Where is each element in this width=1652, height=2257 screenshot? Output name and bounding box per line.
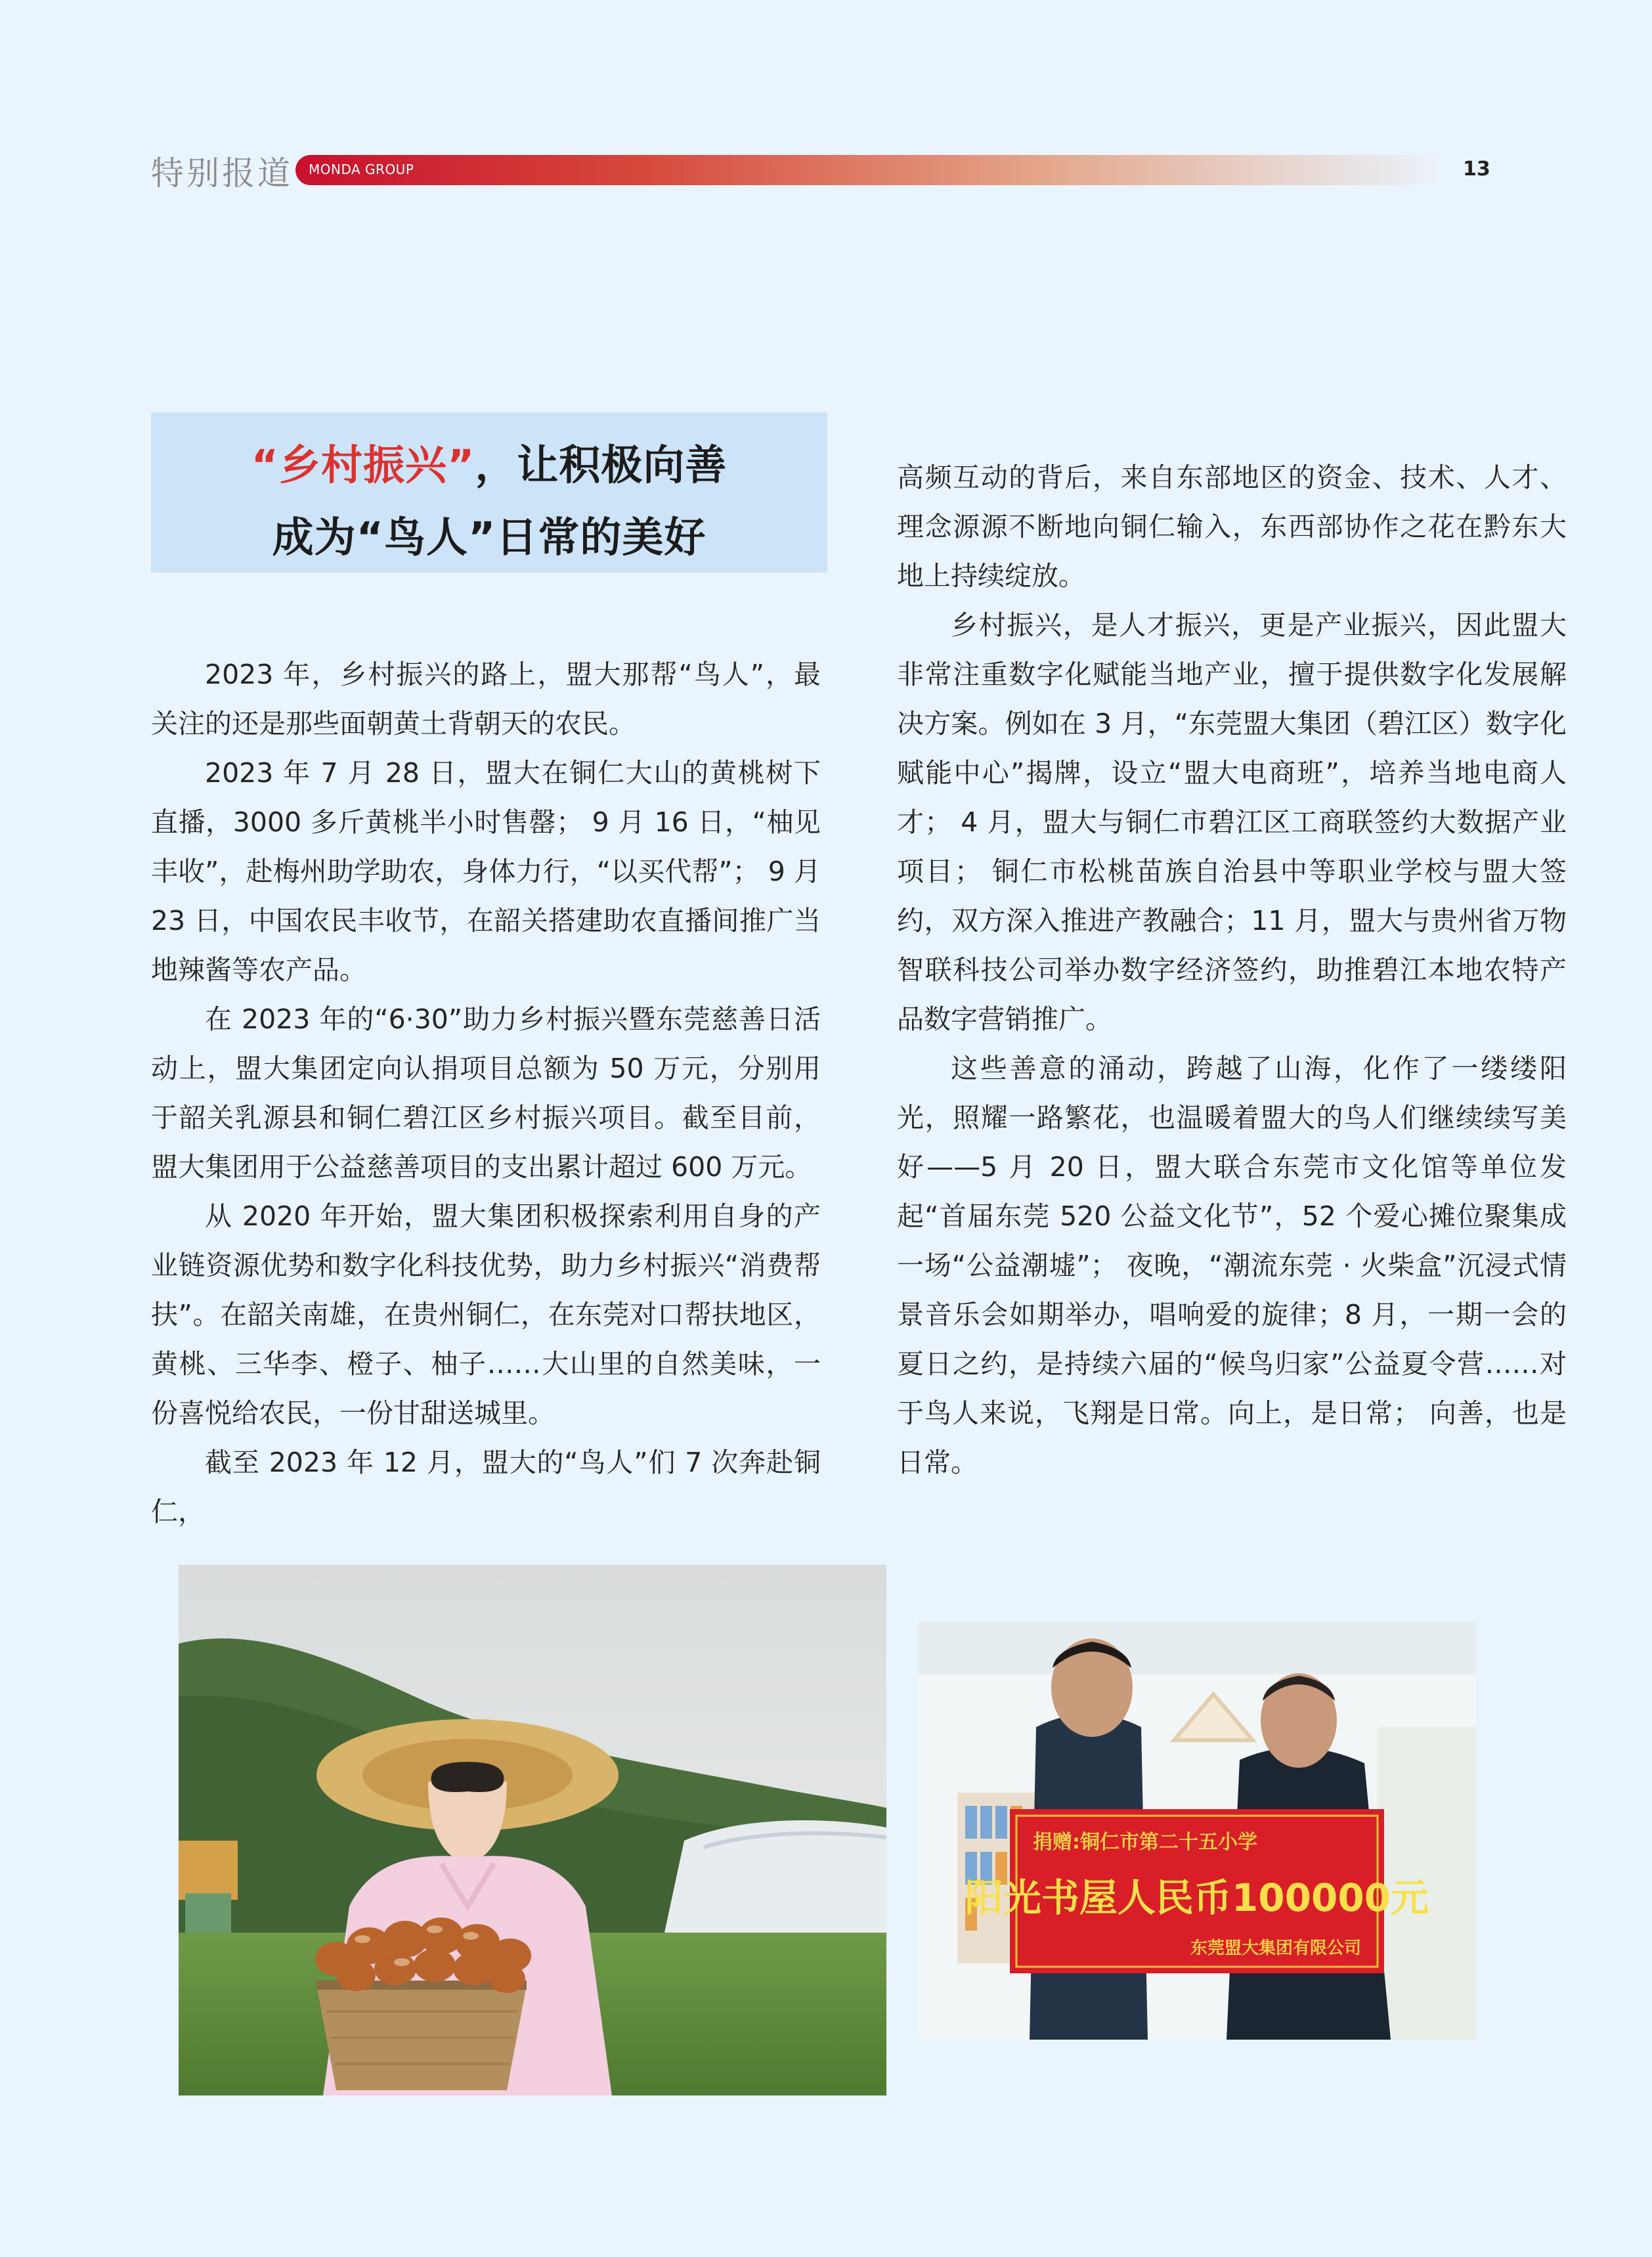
paragraph: 2023 年，乡村振兴的路上，盟大那帮“鸟人”，最关注的还是那些面朝黄土背朝天的农民。: [151, 659, 821, 739]
paragraph: 在 2023 年的“6·30”助力乡村振兴暨东莞慈善日活动上，盟大集团定向认捐项目总额为 50 万元，分别用于韶关乳源县和铜仁碧江区乡村振兴项目。截至目前，盟大集团用于公益慈善项目的支出累计超过 600 万元。: [151, 1003, 821, 1183]
header-bar: [295, 155, 1445, 185]
section-label: 特别报道: [151, 154, 293, 192]
paragraph: 从 2020 年开始，盟大集团积极探索利用自身的产业链资源优势和数字化科技优势，助力乡村振兴“消费帮扶”。在韶关南雄，在贵州铜仁，在东莞对口帮扶地区，黄桃、三华李、橙子、柚子……大山里的自然美味，一份喜悦给农民，一份甘甜送城里。: [151, 1200, 821, 1429]
page-number: 13: [1463, 158, 1490, 181]
right-column: [897, 453, 1567, 1487]
sign-line-3: 东莞盟大集团有限公司: [1190, 1939, 1361, 1958]
title-line-1: [151, 432, 827, 492]
article-title-box: [151, 412, 827, 573]
left-column: [151, 650, 821, 1537]
page-header: [0, 0, 1652, 210]
paragraph-continuation: 高频互动的背后，来自东部地区的资金、技术、人才、理念源源不断地向铜仁输入，东西部协作之花在黔东大地上持续绽放。: [897, 462, 1567, 592]
brand-name: MONDA GROUP: [309, 162, 414, 177]
paragraph: 2023 年 7 月 28 日，盟大在铜仁大山的黄桃树下直播，3000 多斤黄桃半小时售罄； 9 月 16 日，“柚见丰收”，赴梅州助学助农，身体力行，“以买代帮”； 9 月 23 日，中国农民丰收节，在韶关搭建助农直播间推广当地辣酱等农产品。: [151, 757, 821, 986]
photo-woman-with-mushroom-basket: [179, 1565, 886, 2095]
photo-donation-ceremony: [918, 1622, 1476, 2040]
title-line-2: 成为“鸟人”日常的美好: [272, 514, 706, 561]
paragraph: 乡村振兴，是人才振兴，更是产业振兴，因此盟大非常注重数字化赋能当地产业，擅于提供数字化发展解决方案。例如在 3 月，“东莞盟大集团（碧江区）数字化赋能中心”揭牌，设立“盟大电商班”，培养当地电商人才； 4 月，盟大与铜仁市碧江区工商联签约大数据产业项目； 铜仁市松桃苗族自治县中等职业学校与盟大签约，双方深入推进产教融合；11 月，盟大与贵州省万物智联科技公司举办数字经济签约，助推碧江本地农特产品数字营销推广。: [897, 609, 1567, 1035]
sign-line-1: 捐赠:铜仁市第二十五小学: [1033, 1831, 1257, 1854]
title-highlight: “乡村振兴”: [251, 441, 475, 489]
paragraph: 截至 2023 年 12 月，盟大的“鸟人”们 7 次奔赴铜仁，: [151, 1447, 821, 1527]
paragraph: 这些善意的涌动，跨越了山海，化作了一缕缕阳光，照耀一路繁花，也温暖着盟大的鸟人们继续续写美好——5 月 20 日，盟大联合东莞市文化馆等单位发起“首届东莞 520 公益文化节”，52 个爱心摊位聚集成一场“公益潮墟”； 夜晚，“潮流东莞 · 火柴盒”沉浸式情景音乐会如期举办，唱响爱的旋律；8 月，一期一会的夏日之约，是持续六届的“候鸟归家”公益夏令营……对于鸟人来说，飞翔是日常。向上，是日常； 向善，也是日常。: [897, 1053, 1567, 1478]
title-line-1-rest: ，让积极向善: [475, 441, 728, 489]
sign-line-2: 阳光书屋人民币100000元: [965, 1875, 1429, 1920]
